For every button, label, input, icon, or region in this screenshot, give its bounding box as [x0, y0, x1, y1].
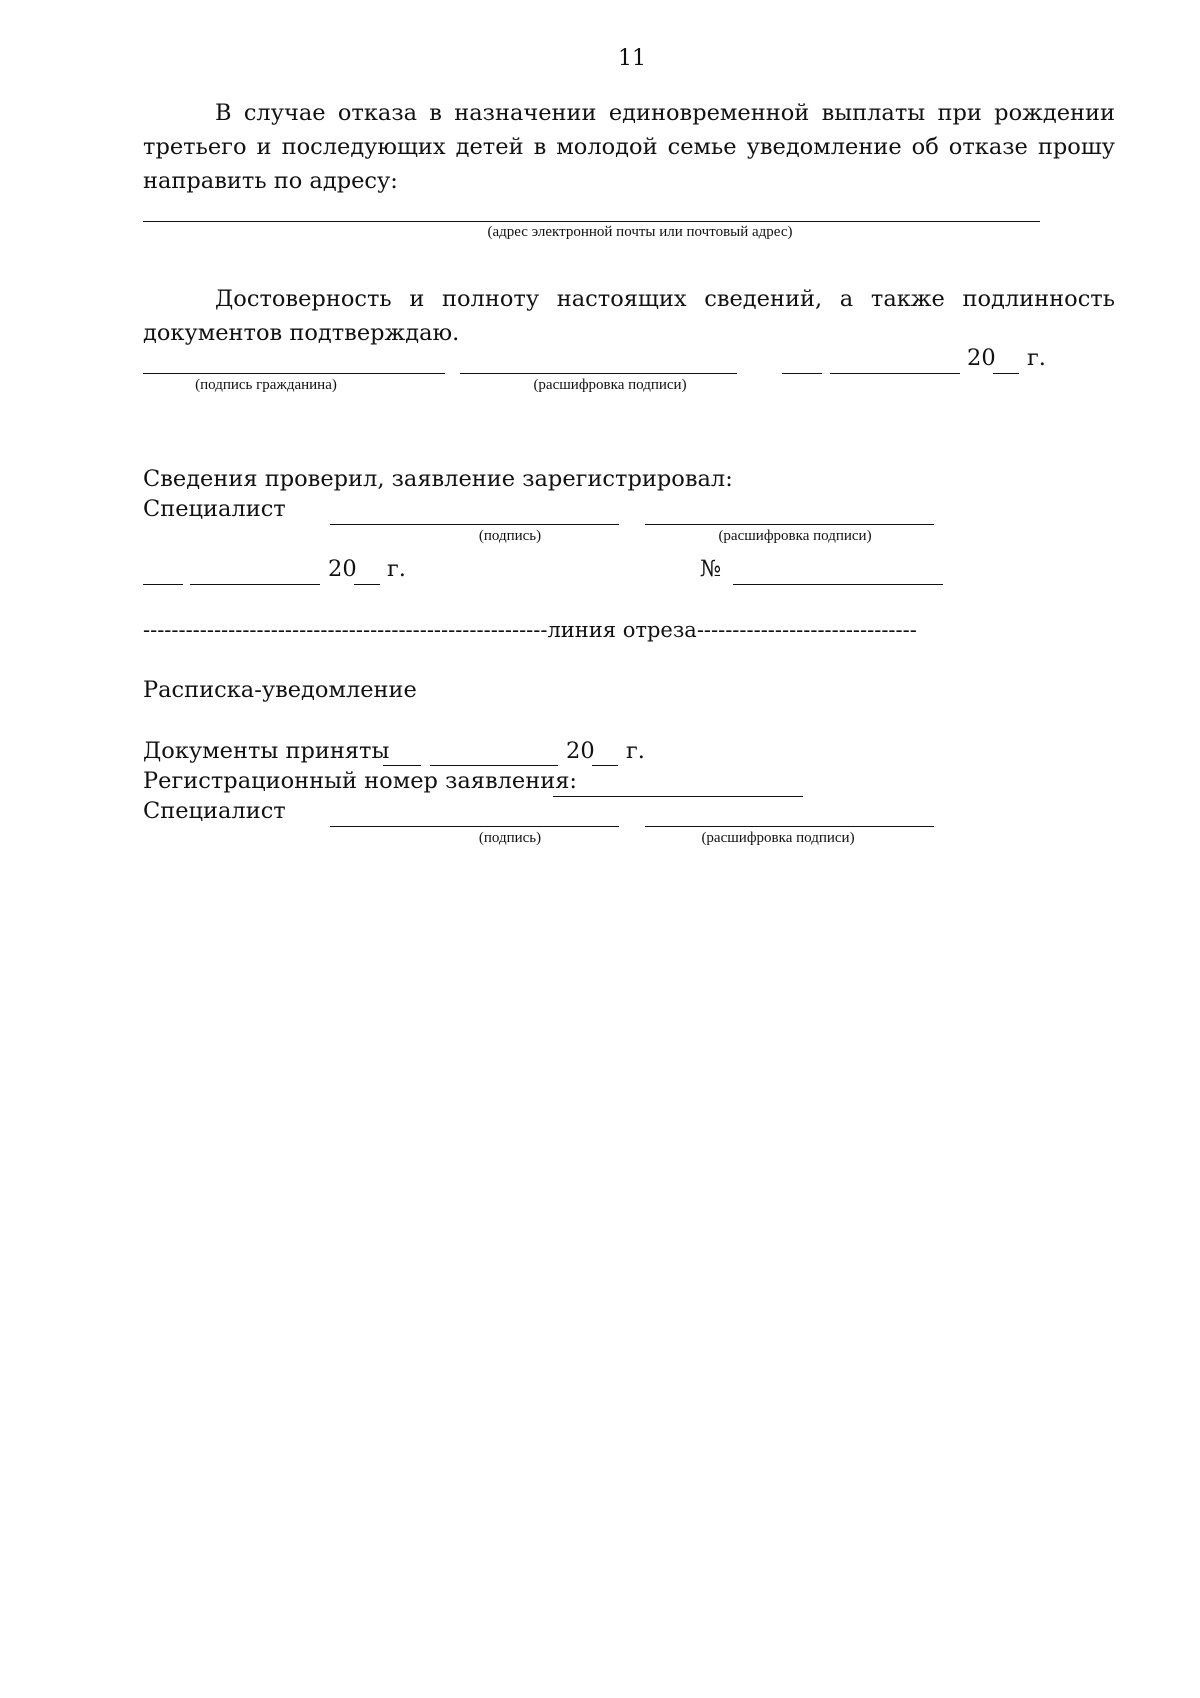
receipt-year-suffix: г. [626, 738, 645, 764]
cut-line [143, 618, 917, 642]
registration-year-line[interactable] [354, 584, 380, 585]
registration-decode-line[interactable] [645, 524, 934, 525]
registration-heading: Сведения проверил, заявление зарегистрировал: [143, 466, 733, 492]
registration-decode-caption: (расшифровка подписи) [718, 528, 872, 544]
page-number: 11 [618, 46, 646, 71]
receipt-decode-caption: (расшифровка подписи) [701, 830, 855, 846]
address-caption: (адрес электронной почты или почтовый адрес) [487, 224, 793, 240]
confirmation-month-line[interactable] [830, 373, 960, 374]
citizen-signature-decode-caption: (расшифровка подписи) [533, 377, 687, 393]
receipt-signature-caption: (подпись) [478, 830, 542, 846]
cut-line-label: линия отреза [547, 618, 697, 642]
receipt-reg-number-line[interactable] [553, 796, 803, 797]
registration-day-line[interactable] [143, 584, 183, 585]
confirmation-year-suffix: г. [1027, 345, 1046, 371]
citizen-signature-line[interactable] [143, 373, 445, 374]
registration-signature-caption: (подпись) [478, 528, 542, 544]
receipt-year-line[interactable] [592, 765, 618, 766]
receipt-reg-number-label: Регистрационный номер заявления: [143, 768, 578, 794]
registration-year-prefix: 20 [328, 556, 357, 582]
registration-number-line[interactable] [733, 584, 943, 585]
registration-specialist-label: Специалист [143, 496, 286, 522]
citizen-signature-caption: (подпись гражданина) [195, 377, 337, 393]
confirmation-year-line[interactable] [993, 373, 1019, 374]
receipt-day-line[interactable] [383, 765, 421, 766]
receipt-title: Расписка-уведомление [143, 677, 417, 703]
refusal-paragraph-text: В случае отказа в назначении единовременной выплаты при рождении третьего и последующих детей в молодой семье уведомление об отказе прошу направить по адресу: [143, 100, 1115, 194]
confirmation-paragraph [143, 282, 1115, 350]
receipt-specialist-label: Специалист [143, 798, 286, 824]
receipt-docs-accepted-label: Документы приняты [143, 738, 390, 764]
receipt-decode-line[interactable] [645, 826, 934, 827]
receipt-year-prefix: 20 [566, 738, 595, 764]
confirmation-day-line[interactable] [782, 373, 822, 374]
registration-signature-line[interactable] [330, 524, 619, 525]
address-line[interactable] [143, 221, 1040, 222]
cut-line-left-dashes: --------------------------------------------------------- [143, 618, 548, 642]
receipt-signature-line[interactable] [330, 826, 619, 827]
confirmation-paragraph-text: Достоверность и полноту настоящих сведений, а также подлинность документов подтверждаю. [143, 286, 1115, 346]
cut-line-right-dashes: ------------------------------- [696, 618, 917, 642]
citizen-signature-decode-line[interactable] [460, 373, 737, 374]
registration-number-sign: № [700, 556, 722, 582]
receipt-month-line[interactable] [430, 765, 558, 766]
confirmation-year-prefix: 20 [967, 345, 996, 371]
registration-month-line[interactable] [190, 584, 320, 585]
registration-year-suffix: г. [387, 556, 406, 582]
refusal-paragraph [143, 96, 1115, 198]
